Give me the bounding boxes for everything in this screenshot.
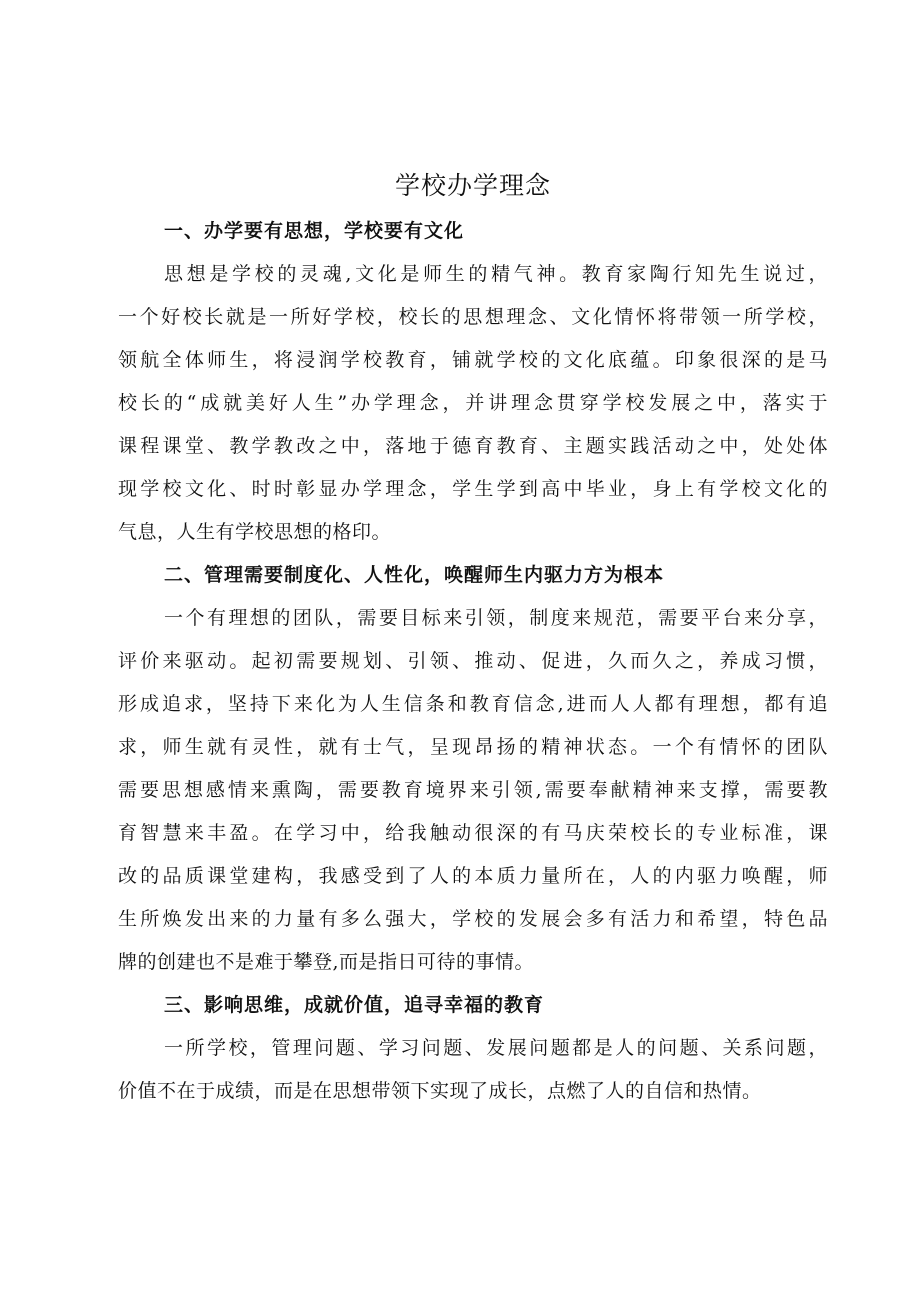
section-heading-2: 二、管理需要制度化、人性化，唤醒师生内驱力方为根本 (164, 564, 665, 586)
paragraph-line: 校长的“成就美好人生”办学理念，并讲理念贯穿学校发展之中，落实于 (118, 392, 828, 414)
paragraph-line: 牌的创建也不是难于攀登,而是指日可待的事情。 (118, 951, 535, 973)
paragraph-line: 领航全体师生，将浸润学校教育，铺就学校的文化底蕴。印象很深的是马 (118, 349, 828, 371)
paragraph-line: 一所学校，管理问题、学习问题、发展问题都是人的问题、关系问题， (164, 1037, 828, 1059)
paragraph-line: 气息，人生有学校思想的格印。 (118, 521, 392, 543)
paragraph-line: 形成追求，坚持下来化为人生信条和教育信念,进而人人都有理想，都有追 (118, 693, 828, 715)
paragraph-line: 改的品质课堂建构，我感受到了人的本质力量所在，人的内驱力唤醒，师 (118, 865, 828, 887)
paragraph-line: 育智慧来丰盈。在学习中，给我触动很深的有马庆荣校长的专业标准，课 (118, 822, 828, 844)
paragraph-line: 现学校文化、时时彰显办学理念，学生学到高中毕业，身上有学校文化的 (118, 478, 828, 500)
section-paragraph-2 (118, 597, 828, 984)
paragraph-line: 一个好校长就是一所好学校，校长的思想理念、文化情怀将带领一所学校， (118, 306, 828, 328)
section-paragraph-1 (118, 253, 828, 554)
paragraph-line: 价值不在于成绩，而是在思想带领下实现了成长，点燃了人的自信和热情。 (118, 1080, 762, 1102)
paragraph-line: 求，师生就有灵性，就有士气，呈现昂扬的精神状态。一个有情怀的团队 (118, 736, 828, 758)
document-title: 学校办学理念 (394, 171, 551, 200)
paragraph-line: 评价来驱动。起初需要规划、引领、推动、促进，久而久之，养成习惯， (118, 650, 828, 672)
paragraph-line: 思想是学校的灵魂,文化是师生的精气神。教育家陶行知先生说过， (164, 263, 828, 285)
paragraph-line: 需要思想感情来熏陶，需要教育境界来引领,需要奉献精神来支撑，需要教 (118, 779, 828, 801)
document-body (118, 168, 828, 1113)
paragraph-line: 生所焕发出来的力量有多么强大，学校的发展会多有活力和希望，特色品 (118, 908, 828, 930)
paragraph-line: 课程课堂、教学教改之中，落地于德育教育、主题实践活动之中，处处体 (118, 435, 828, 457)
paragraph-line: 一个有理想的团队，需要目标来引领，制度来规范，需要平台来分享， (164, 607, 828, 629)
section-paragraph-3 (118, 1027, 828, 1113)
section-heading-3: 三、影响思维，成就价值，追寻幸福的教育 (164, 994, 545, 1016)
section-heading-1: 一、办学要有思想，学校要有文化 (164, 220, 465, 242)
